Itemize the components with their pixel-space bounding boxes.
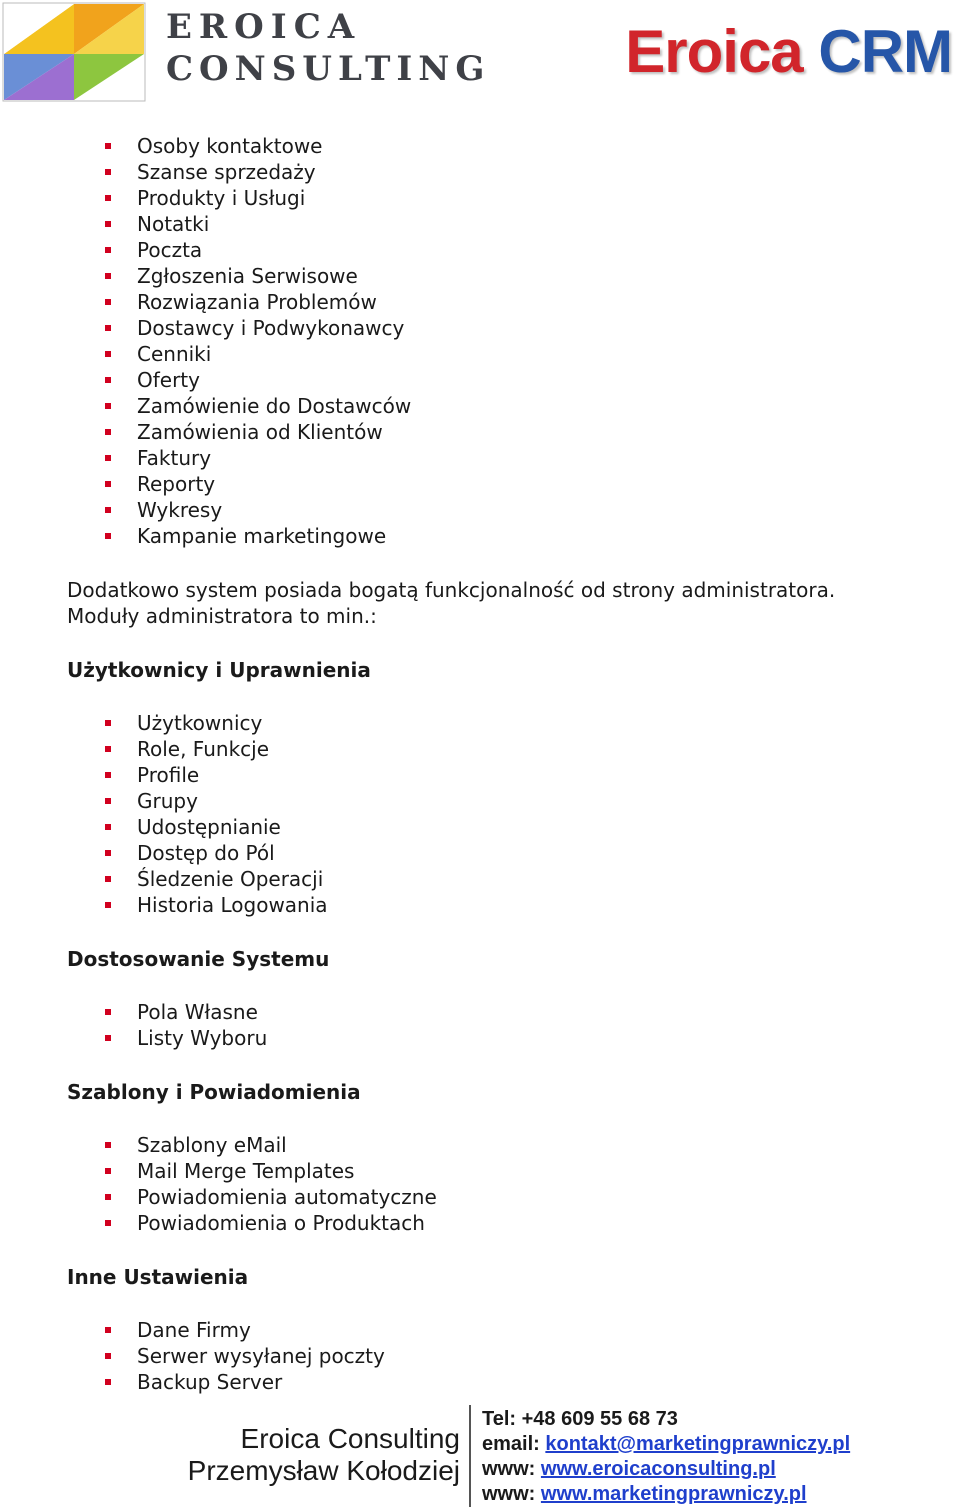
list-item: Mail Merge Templates: [105, 1158, 960, 1184]
list-item: Notatki: [105, 211, 960, 237]
product-title-part2: CRM: [818, 18, 952, 85]
footer-www1-label: www:: [482, 1458, 536, 1480]
page-footer: [0, 1403, 960, 1509]
list-item: Profile: [105, 762, 960, 788]
list-item: Wykresy: [105, 497, 960, 523]
footer-tel: Tel: +48 609 55 68 73: [482, 1408, 678, 1430]
list-item: Poczta: [105, 237, 960, 263]
list-item: Dane Firmy: [105, 1317, 960, 1343]
list-item: Zamówienie do Dostawców: [105, 393, 960, 419]
intro-paragraph: Dodatkowo system posiada bogatą funkcjonalność od strony administratora. Moduły administratora to min.:: [67, 578, 836, 628]
footer-www1-row: [482, 1457, 850, 1482]
list-item: Udostępnianie: [105, 814, 960, 840]
list-item: Zgłoszenia Serwisowe: [105, 263, 960, 289]
section-list: [0, 1317, 960, 1395]
section-heading: Dostosowanie Systemu: [67, 947, 330, 971]
list-item: Produkty i Usługi: [105, 185, 960, 211]
list-item: Backup Server: [105, 1369, 960, 1395]
list-item: Role, Funkcje: [105, 736, 960, 762]
page-header: [0, 0, 960, 110]
footer-www2-row: [482, 1482, 850, 1507]
product-title: [625, 18, 952, 85]
list-item: Szanse sprzedaży: [105, 159, 960, 185]
list-item: Dostawcy i Podwykonawcy: [105, 315, 960, 341]
footer-contact-block: [482, 1407, 850, 1507]
footer-email-link[interactable]: kontakt@marketingprawniczy.pl: [545, 1433, 851, 1455]
section-list: [0, 1132, 960, 1236]
list-item: Rozwiązania Problemów: [105, 289, 960, 315]
footer-www2-label: www:: [482, 1483, 536, 1505]
logo-line2: CONSULTING: [166, 49, 491, 89]
list-item: Powiadomienia automatyczne: [105, 1184, 960, 1210]
list-item: Oferty: [105, 367, 960, 393]
modules-list: [0, 133, 960, 549]
footer-company: Eroica Consulting: [240, 1423, 460, 1454]
list-item: Kampanie marketingowe: [105, 523, 960, 549]
list-item: Powiadomienia o Produktach: [105, 1210, 960, 1236]
list-item: Grupy: [105, 788, 960, 814]
list-item: Szablony eMail: [105, 1132, 960, 1158]
eroica-logo-icon: [2, 2, 146, 102]
footer-www2-link[interactable]: www.marketingprawniczy.pl: [540, 1483, 807, 1505]
section-heading: Inne Ustawienia: [67, 1265, 249, 1289]
list-item: Serwer wysyłanej poczty: [105, 1343, 960, 1369]
list-item: Pola Własne: [105, 999, 960, 1025]
footer-company-block: [188, 1423, 460, 1487]
footer-person: Przemysław Kołodziej: [187, 1455, 460, 1486]
list-item: Użytkownicy: [105, 710, 960, 736]
list-item: Osoby kontaktowe: [105, 133, 960, 159]
section-heading: Użytkownicy i Uprawnienia: [67, 658, 371, 682]
footer-email-label: email:: [482, 1433, 540, 1455]
section-heading: Szablony i Powiadomienia: [67, 1080, 361, 1104]
admin-sections: [0, 657, 960, 1395]
list-item: Faktury: [105, 445, 960, 471]
list-item: Śledzenie Operacji: [105, 866, 960, 892]
section-list: [0, 999, 960, 1051]
list-item: Historia Logowania: [105, 892, 960, 918]
footer-divider: [469, 1405, 471, 1507]
list-item: Zamówienia od Klientów: [105, 419, 960, 445]
list-item: Listy Wyboru: [105, 1025, 960, 1051]
list-item: Reporty: [105, 471, 960, 497]
section-list: [0, 710, 960, 918]
footer-www1-link[interactable]: www.eroicaconsulting.pl: [540, 1458, 776, 1480]
company-logo-text: [166, 7, 491, 89]
list-item: Dostęp do Pól: [105, 840, 960, 866]
document-body: [0, 133, 960, 1395]
product-title-part1: Eroica: [625, 18, 803, 85]
logo-line1: EROICA: [166, 7, 362, 47]
footer-email-row: [482, 1432, 850, 1457]
list-item: Cenniki: [105, 341, 960, 367]
